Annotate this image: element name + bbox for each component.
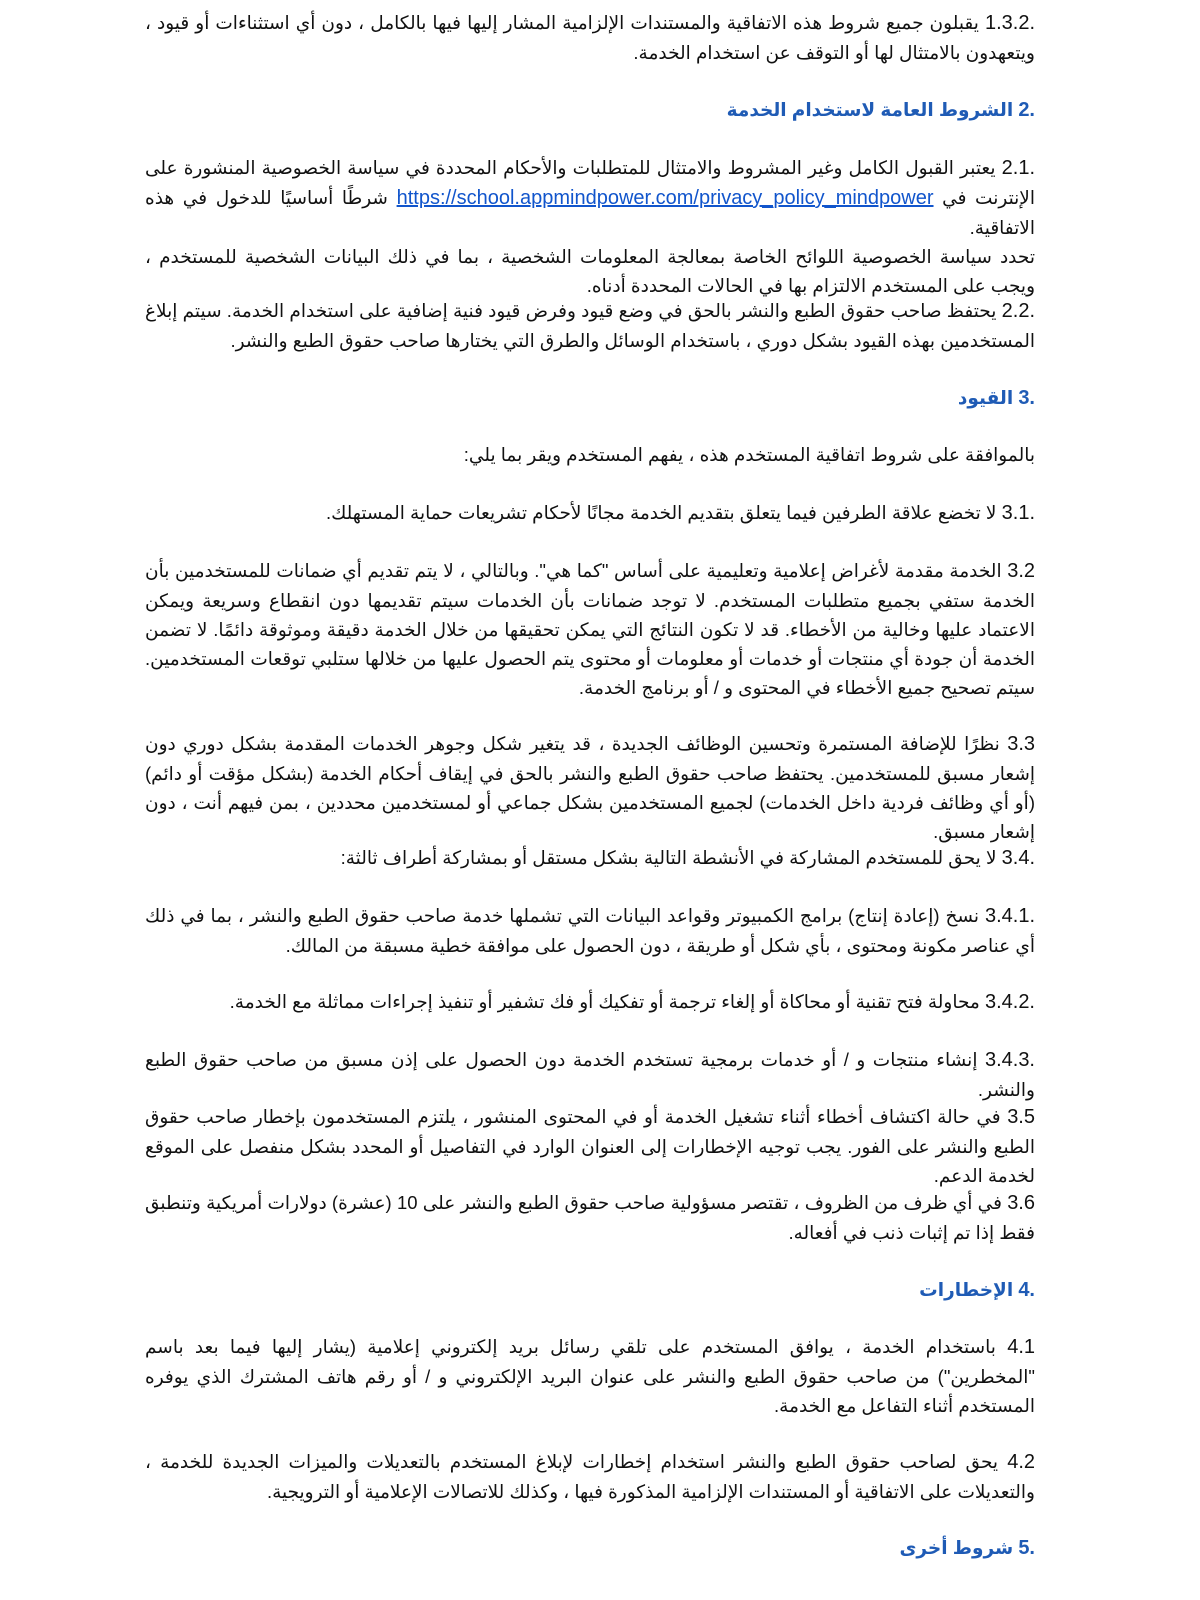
clause-3-1	[145, 498, 1035, 528]
clause-3-4	[145, 843, 1035, 873]
clause-text: محاولة فتح تقنية أو محاكاة أو إلغاء ترجمة أو تفكيك أو فك تشفير أو تنفيذ إجراءات مماثلة مع الخدمة.	[229, 991, 980, 1012]
clause-number: 3.4.	[1001, 847, 1035, 869]
section-heading-4	[145, 1275, 1035, 1305]
clause-text: يحتفظ صاحب حقوق الطبع والنشر بالحق في وضع قيود وفرض قيود فنية إضافية على استخدام الخدمة. سيتم إبلاغ المستخدمين بهذه القيود بشكل دوري ، باستخدام الوسائل والطرق التي يختارها صاحب حقوق الطبع والنشر.	[145, 300, 1035, 351]
section-number: 3.	[1018, 387, 1035, 409]
clause-text: الخدمة مقدمة لأغراض إعلامية وتعليمية على أساس "كما هي". وبالتالي ، لا يتم تقديم أي ضمانات للمستخدمين بأن الخدمة ستفي بجميع متطلبات المستخدم. لا توجد ضمانات بأن الخدمات سيتم تقديمها دون انقطاع وسريعة ويمكن الاعتماد عليها وخالية من الأخطاء. قد لا تكون النتائج التي يمكن تحقيقها من خلال الخدمة دقيقة وموثوقة دائمًا. لا تضمن الخدمة أن جودة أي منتجات أو خدمات أو معلومات أو محتوى يتم الحصول عليها من خلالها ستلبي توقعات المستخدمين. سيتم تصحيح جميع الأخطاء في المحتوى و / أو برنامج الخدمة.	[145, 560, 1035, 698]
clause-3-2	[145, 556, 1035, 702]
section-number: 5.	[1018, 1537, 1035, 1559]
clause-text: يقبلون جميع شروط هذه الاتفاقية والمستندات الإلزامية المشار إليها فيها بالكامل ، دون أي استثناءات أو قيود ، ويتعهدون بالامتثال لها أو التوقف عن استخدام الخدمة.	[145, 12, 1035, 63]
section-heading-5	[145, 1533, 1035, 1563]
section-title: الشروط العامة لاستخدام الخدمة	[726, 99, 1014, 120]
clause-number: 3.4.3.	[984, 1049, 1035, 1071]
clause-2-2	[145, 296, 1035, 355]
clause-text: نسخ (إعادة إنتاج) برامج الكمبيوتر وقواعد البيانات التي تشملها خدمة صاحب حقوق الطبع والنشر ، بما في ذلك أي عناصر مكونة ومحتوى ، بأي شكل أو طريقة ، دون الحصول على موافقة خطية مسبقة من المالك.	[145, 905, 1035, 956]
section-title: الإخطارات	[919, 1279, 1014, 1300]
section-heading-3	[145, 383, 1035, 413]
section-heading-2	[145, 95, 1035, 125]
clause-number: 3.6	[1007, 1192, 1035, 1214]
clause-3-4-2	[145, 987, 1035, 1017]
clause-3-4-3	[145, 1045, 1035, 1104]
clause-text: لا يحق للمستخدم المشاركة في الأنشطة التالية بشكل مستقل أو بمشاركة أطراف ثالثة:	[340, 847, 997, 868]
clause-3-4-1	[145, 901, 1035, 960]
restrictions-intro	[145, 440, 1035, 469]
clause-4-1	[145, 1332, 1035, 1420]
clause-text: في أي ظرف من الظروف ، تقتصر مسؤولية صاحب حقوق الطبع والنشر على 10 (عشرة) دولارات أمريكية وتنطبق فقط إذا تم إثبات ذنب في أفعاله.	[145, 1192, 1035, 1243]
clause-number: 1.3.2.	[984, 12, 1036, 34]
privacy-policy-link[interactable]: https://school.appmindpower.com/privacy_policy_mindpower	[396, 187, 934, 209]
clause-3-3	[145, 729, 1035, 846]
section-number: 4.	[1018, 1279, 1035, 1301]
clause-text: باستخدام الخدمة ، يوافق المستخدم على تلقي رسائل بريد إلكتروني إعلامية (يشار إليها فيما بعد باسم "المخطرين") من صاحب حقوق الطبع والنشر على عنوان البريد الإلكتروني و / أو رقم هاتف المشترك الذي يوفره المستخدم أثناء التفاعل مع الخدمة.	[145, 1336, 1035, 1416]
clause-3-6	[145, 1188, 1035, 1247]
section-title: القيود	[957, 387, 1014, 408]
clause-1-3-2	[145, 8, 1035, 67]
section-number: 2.	[1018, 99, 1035, 121]
clause-number: 4.2	[1007, 1451, 1036, 1473]
clause-text-after-link: شرطًا أساسيًا للدخول في هذه الاتفاقية.	[145, 187, 1035, 238]
clause-4-2	[145, 1447, 1035, 1506]
clause-number: 3.3	[1007, 733, 1036, 755]
clause-number: 3.5	[1007, 1106, 1035, 1128]
clause-text: في حالة اكتشاف أخطاء أثناء تشغيل الخدمة أو في المحتوى المنشور ، يلتزم المستخدمون بإخطار صاحب حقوق الطبع والنشر على الفور. يجب توجيه الإخطارات إلى العنوان الوارد في التفاصيل أو المحدد بشكل منفصل على الموقع لخدمة الدعم.	[145, 1106, 1035, 1186]
section-title: شروط أخرى	[899, 1537, 1014, 1558]
clause-2-1	[145, 153, 1035, 300]
clause-number: 2.2.	[1001, 300, 1035, 322]
clause-text: إنشاء منتجات و / أو خدمات برمجية تستخدم الخدمة دون الحصول على إذن مسبق من صاحب حقوق الطبع والنشر.	[145, 1049, 1035, 1100]
clause-number: 3.2	[1007, 560, 1036, 582]
clause-text: يحق لصاحب حقوق الطبع والنشر استخدام إخطارات لإبلاغ المستخدم بالتعديلات والميزات الجديدة للخدمة ، والتعديلات على الاتفاقية أو المستندات الإلزامية المذكورة فيها ، وكذلك للاتصالات الإعلامية أو الترويجية.	[145, 1451, 1035, 1502]
clause-3-5	[145, 1102, 1035, 1190]
clause-text: نظرًا للإضافة المستمرة وتحسين الوظائف الجديدة ، قد يتغير شكل وجوهر الخدمات المقدمة بشكل دوري دون إشعار مسبق للمستخدمين. يحتفظ صاحب حقوق الطبع والنشر بالحق في إيقاف أحكام الخدمة (بشكل مؤقت أو دائم) (أو أي وظائف فردية داخل الخدمات) لجميع المستخدمين بشكل جماعي أو لمستخدمين محددين ، بمن فيهم أنت ، دون إشعار مسبق.	[145, 733, 1035, 842]
clause-number: 2.1.	[1001, 157, 1035, 179]
clause-number: 3.4.2.	[984, 991, 1035, 1013]
clause-text: يعتبر القبول الكامل وغير المشروط والامتثال للمتطلبات والأحكام المحددة في سياسة الخصوصية المنشورة على الإنترنت في	[145, 157, 1035, 208]
clause-number: 3.1.	[1001, 502, 1035, 524]
intro-text: بالموافقة على شروط اتفاقية المستخدم هذه ، يفهم المستخدم ويقر بما يلي:	[463, 444, 1035, 465]
clause-text-continued: تحدد سياسة الخصوصية اللوائح الخاصة بمعالجة المعلومات الشخصية ، بما في ذلك البيانات الشخصية للمستخدم ، ويجب على المستخدم الالتزام بها في الحالات المحددة أدناه.	[145, 246, 1035, 296]
clause-text: لا تخضع علاقة الطرفين فيما يتعلق بتقديم الخدمة مجانًا لأحكام تشريعات حماية المستهلك.	[325, 502, 997, 523]
clause-number: 3.4.1.	[984, 905, 1036, 927]
clause-number: 4.1	[1007, 1336, 1036, 1358]
